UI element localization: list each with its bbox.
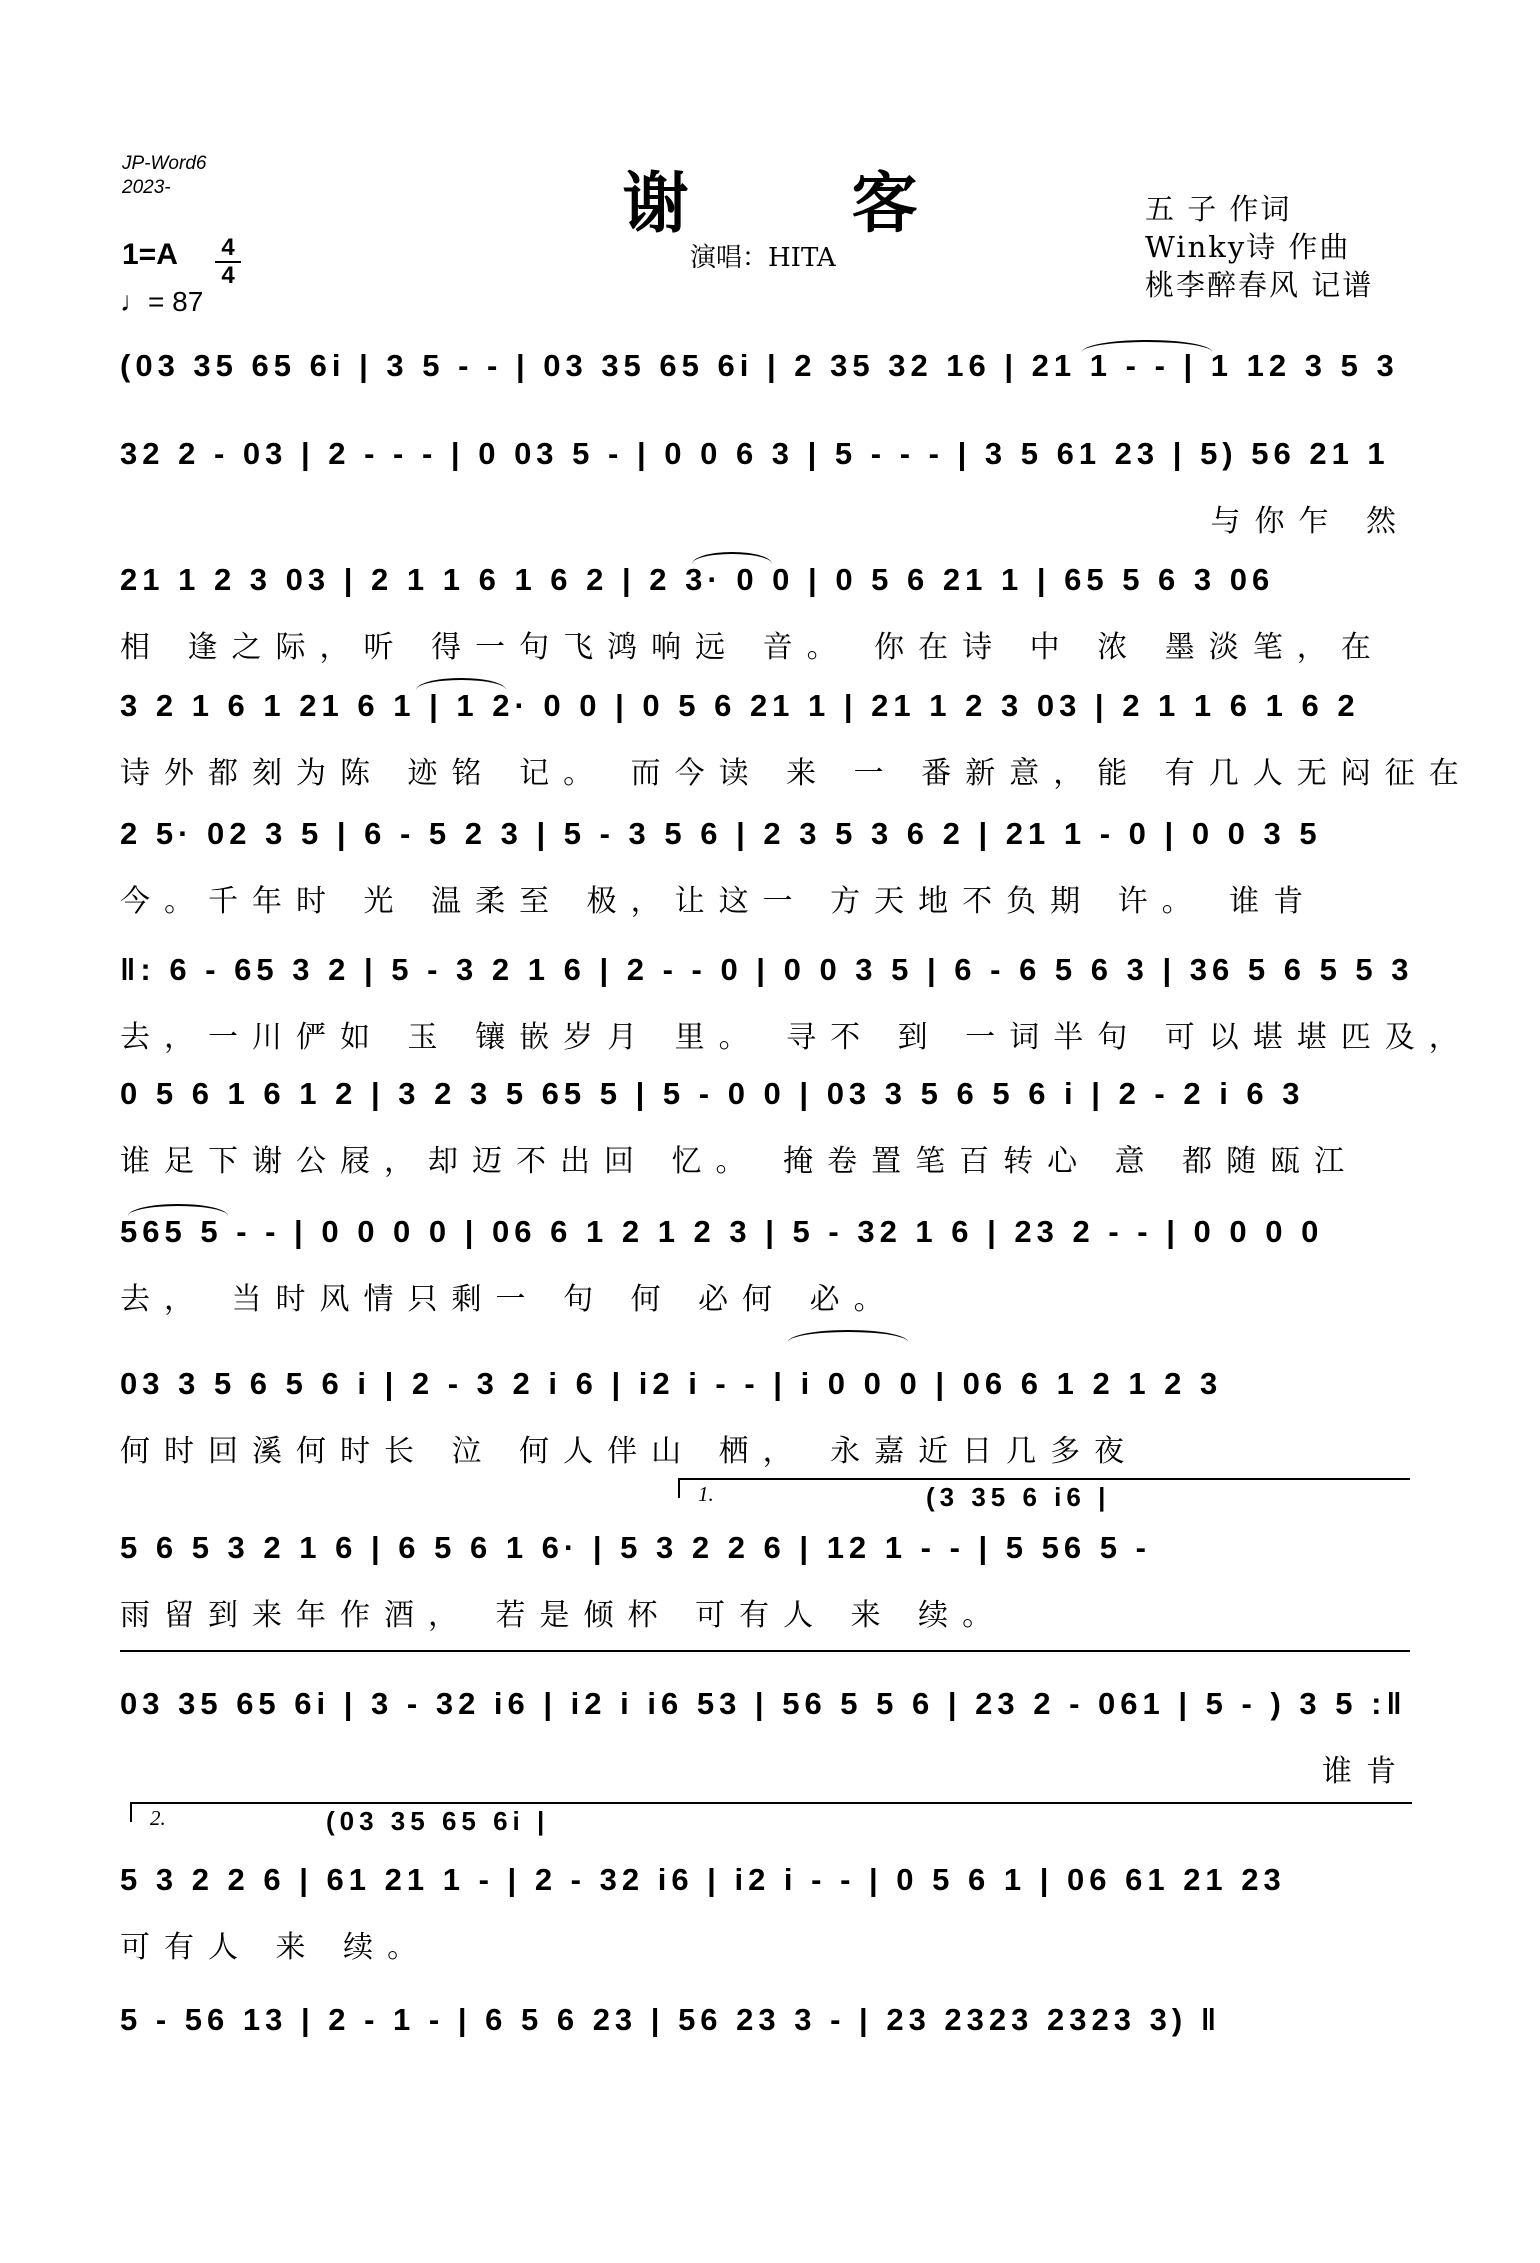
second-ending-label: 2. <box>150 1806 166 1830</box>
intro-reference-1: (3 35 6 i6 | <box>926 1482 1111 1512</box>
notation-line: 03 35 65 6i | 3 - 32 i6 | i2 i i6 53 | 56 5 5 6 | 23 2 - 061 | 5 - ) 3 5 :‖ <box>120 1686 1407 1721</box>
transcriber-credit: 桃李醉春风 记谱 <box>1145 268 1374 302</box>
notation-line: 0 5 6 1 6 1 2 | 3 2 3 5 65 5 | 5 - 0 0 | 03 3 5 6 5 6 i | 2 - 2 i 6 3 <box>120 1076 1305 1111</box>
slur-mark <box>788 1330 908 1342</box>
slur-mark <box>128 1204 228 1216</box>
lyrics-line: 与你乍 然 <box>1210 504 1410 539</box>
notation-line: 5 - 56 13 | 2 - 1 - | 6 5 6 23 | 56 23 3 - | 23 2323 2323 3) ‖ <box>120 2002 1222 2037</box>
lyrics-line: 诗外都刻为陈 迹铭 记。 而今读 来 一 番新意，能 有几人无闷征在 <box>120 756 1473 791</box>
notation-line: 565 5 - - | 0 0 0 0 | 06 6 1 2 1 2 3 | 5 - 32 1 6 | 23 2 - - | 0 0 0 0 <box>120 1214 1324 1249</box>
lyrics-line: 去，一川俨如 玉 镶嵌岁月 里。 寻不 到 一词半句 可以堪堪匹及， <box>120 1020 1473 1055</box>
notation-line: 5 3 2 2 6 | 61 21 1 - | 2 - 32 i6 | i2 i - - | 0 5 6 1 | 06 61 21 23 <box>120 1862 1286 1897</box>
lyrics-line: 相 逢之际，听 得一句飞鸿响远 音。 你在诗 中 浓 墨淡笔，在 <box>120 630 1385 665</box>
slur-mark <box>692 552 772 564</box>
second-ending-bracket <box>130 1802 1412 1822</box>
source-line-1: JP-Word6 <box>122 153 207 174</box>
singer-label: 演唱：HITA <box>690 243 836 273</box>
notation-line: 03 3 5 6 5 6 i | 2 - 3 2 i 6 | i2 i - - | i 0 0 0 | 06 6 1 2 1 2 3 <box>120 1366 1223 1401</box>
time-signature-top: 4 <box>221 234 235 261</box>
page-title: 谢 客 <box>622 164 988 242</box>
composer-credit: Winky诗 作曲 <box>1145 230 1351 264</box>
tempo-marking: ♩= 87 <box>120 286 204 317</box>
lyrics-line: 可有人 来 续。 <box>120 1930 432 1965</box>
intro-reference-2: (03 35 65 6i | <box>326 1806 550 1836</box>
notation-line: ‖: 6 - 65 3 2 | 5 - 3 2 1 6 | 2 - - 0 | 0 0 3 5 | 6 - 6 5 6 3 | 36 5 6 5 5 3 <box>120 952 1414 987</box>
lyrics-line: 谁肯 <box>1322 1754 1410 1789</box>
time-signature-bottom: 4 <box>221 262 235 289</box>
slur-mark <box>416 678 506 690</box>
ending-divider <box>120 1650 1410 1652</box>
first-ending-label: 1. <box>698 1482 714 1506</box>
notation-line: 32 2 - 03 | 2 - - - | 0 03 5 - | 0 0 6 3 | 5 - - - | 3 5 61 23 | 5) 56 21 1 <box>120 436 1390 471</box>
source-line-2: 2023- <box>122 177 171 198</box>
notation-line: (03 35 65 6i | 3 5 - - | 03 35 65 6i | 2 35 32 16 | 21 1 - - | 1 12 3 5 3 <box>120 348 1399 383</box>
lyrics-line: 去， 当时风情只剩一 句 何 必何 必。 <box>120 1282 898 1317</box>
credits <box>1145 190 1373 304</box>
lyrics-line: 何时回溪何时长 泣 何人伴山 栖， 永嘉近日几多夜 <box>120 1434 1139 1469</box>
key-signature: 1=A <box>122 238 178 271</box>
lyrics-line: 今。千年时 光 温柔至 极，让这一 方天地不负期 许。 谁肯 <box>120 884 1318 919</box>
notation-line: 21 1 2 3 03 | 2 1 1 6 1 6 2 | 2 3· 0 0 | 0 5 6 21 1 | 65 5 6 3 06 <box>120 562 1275 597</box>
lyrics-line: 谁足下谢公屐，却迈不出回 忆。 掩卷置笔百转心 意 都随瓯江 <box>120 1144 1359 1179</box>
notation-line: 2 5· 02 3 5 | 6 - 5 2 3 | 5 - 3 5 6 | 2 3 5 3 6 2 | 21 1 - 0 | 0 0 3 5 <box>120 816 1322 851</box>
lyricist-credit: 五 子 作词 <box>1145 192 1292 226</box>
slur-mark <box>1082 340 1212 352</box>
lyrics-line: 雨留到来年作酒， 若是倾杯 可有人 来 续。 <box>120 1598 1007 1633</box>
notation-line: 5 6 5 3 2 1 6 | 6 5 6 1 6· | 5 3 2 2 6 | 12 1 - - | 5 56 5 - <box>120 1530 1151 1565</box>
notation-line: 3 2 1 6 1 21 6 1 | 1 2· 0 0 | 0 5 6 21 1 | 21 1 2 3 03 | 2 1 1 6 1 6 2 <box>120 688 1360 723</box>
time-signature <box>215 236 241 288</box>
